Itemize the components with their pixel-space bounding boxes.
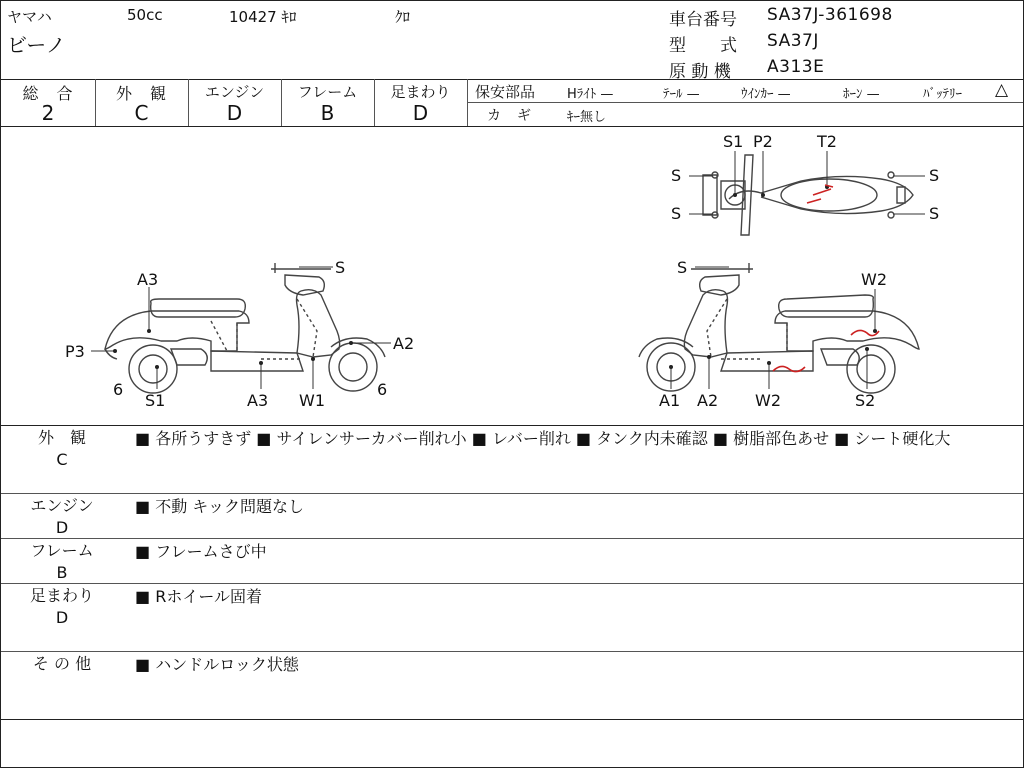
- safety-horn: ﾎｰﾝ —: [843, 87, 880, 102]
- right-label-a1: A1: [659, 391, 681, 410]
- mileage: 10427 ｷﾛ: [229, 8, 297, 26]
- left-label-s: S: [335, 258, 346, 277]
- left-label-6-front: 6: [377, 380, 388, 399]
- note-grade: C: [56, 450, 68, 469]
- note-label: フレーム: [30, 541, 94, 560]
- note-grade: D: [55, 608, 69, 627]
- key-label: カ ギ: [487, 108, 532, 124]
- maker: ヤマハ: [7, 8, 52, 26]
- type-label: 型 式: [669, 36, 737, 56]
- grade-exterior-label: 外 観: [115, 84, 167, 103]
- grade-suspension-value: D: [412, 101, 429, 125]
- note-text: ■ フレームさび中: [135, 542, 267, 561]
- engine-value: A313E: [767, 57, 825, 77]
- safety-tail: ﾃｰﾙ —: [663, 87, 700, 102]
- model-name: ビーノ: [7, 33, 66, 57]
- engine-label: 原 動 機: [669, 62, 731, 82]
- chassis-label: 車台番号: [669, 10, 737, 30]
- note-label: 足まわり: [29, 586, 94, 605]
- displacement: 50cc: [127, 6, 163, 24]
- right-label-s2: S2: [855, 391, 876, 410]
- left-label-a3-bottom: A3: [247, 391, 269, 410]
- grade-frame-value: B: [320, 101, 335, 125]
- safety-headlight: Hﾗｲﾄ —: [567, 87, 614, 102]
- safety-battery: ﾊﾞｯﾃﾘｰ: [923, 87, 962, 102]
- type-value: SA37J: [767, 31, 819, 51]
- left-label-6-rear: 6: [113, 380, 124, 399]
- note-text: ■ 不動 キック問題なし: [135, 497, 304, 516]
- top-label-s-fl: S: [671, 166, 682, 185]
- note-grade: B: [56, 563, 68, 582]
- damage-diagram: [1, 127, 1023, 425]
- note-label: エンジン: [30, 496, 94, 515]
- grade-engine-label: エンジン: [204, 83, 265, 101]
- left-label-p3: P3: [65, 342, 85, 361]
- top-label-s-fr: S: [929, 166, 940, 185]
- safety-title: 保安部品: [475, 83, 536, 101]
- note-text: ■ ハンドルロック状態: [135, 655, 299, 674]
- left-label-a2: A2: [393, 334, 415, 353]
- top-label-s-rl: S: [671, 204, 682, 223]
- left-label-s1: S1: [145, 391, 166, 410]
- top-label-s1: S1: [723, 132, 744, 151]
- grade-total-value: 2: [41, 101, 55, 125]
- grade-exterior-value: C: [134, 101, 149, 125]
- note-grade: D: [55, 518, 69, 537]
- grade-total-label: 総 合: [22, 84, 74, 103]
- safety-winker: ｳｲﾝｶｰ —: [741, 87, 791, 102]
- left-label-w1: W1: [299, 391, 325, 410]
- right-label-s: S: [677, 258, 688, 277]
- key-value: ｷｰ無し: [567, 110, 607, 125]
- grade-frame-label: フレーム: [297, 83, 358, 101]
- note-text: ■ 各所うすきず ■ サイレンサーカバー削れ小 ■ レバー削れ ■ タンク内未確認 ■ 樹脂部色あせ ■ シート硬化大: [135, 429, 951, 448]
- right-label-w2-top: W2: [861, 270, 887, 289]
- right-label-w2-bottom: W2: [755, 391, 781, 410]
- grade-engine-value: D: [226, 101, 243, 125]
- right-label-a2: A2: [697, 391, 719, 410]
- top-label-s-rr: S: [929, 204, 940, 223]
- battery-warning-icon: △: [995, 80, 1009, 100]
- top-label-t2: T2: [817, 132, 837, 151]
- color: ｸﾛ: [395, 8, 411, 26]
- note-label: 外 観: [37, 428, 86, 447]
- chassis-value: SA37J-361698: [767, 5, 893, 25]
- left-label-a3-top: A3: [137, 270, 159, 289]
- note-text: ■ Rホイール固着: [135, 587, 263, 606]
- note-label: そ の 他: [32, 654, 92, 673]
- top-label-p2: P2: [753, 132, 773, 151]
- grade-suspension-label: 足まわり: [390, 83, 451, 101]
